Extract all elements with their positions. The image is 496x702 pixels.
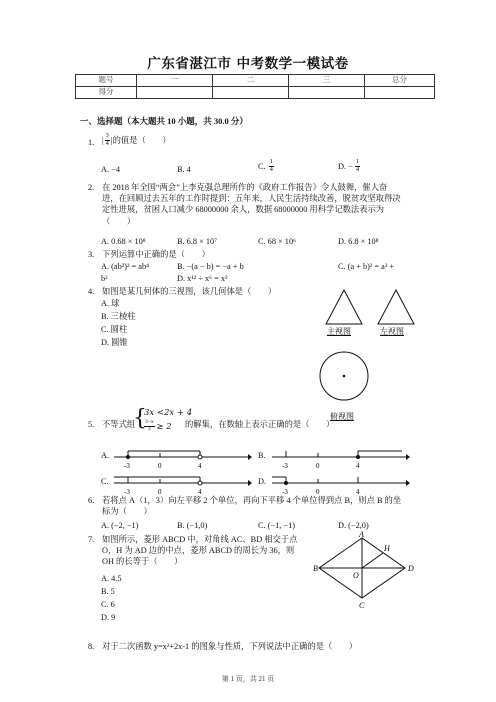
q6-option-c: C. (−1, −1)	[258, 521, 296, 530]
q5-option-d: D.	[258, 477, 267, 486]
axis-arrow	[406, 454, 410, 460]
q5-option-c: C.	[101, 477, 109, 486]
tick-label: 4	[198, 488, 202, 496]
q1-c-den: 4	[269, 165, 273, 173]
q3-option-b: B. −(a − b) = −a + b	[177, 262, 244, 271]
q5-option-a: A.	[101, 451, 110, 460]
q3-option-c: C. (a + b)² = a² +	[338, 262, 395, 271]
top-view-label: 俯视图	[330, 412, 354, 421]
axis-arrow	[248, 480, 252, 486]
point-label-a: A	[359, 530, 364, 539]
q6-option-d: D. (−2,0)	[338, 521, 369, 530]
point-label-b: B	[313, 564, 318, 573]
q3-number: 3.	[88, 250, 95, 259]
q3-option-d: D. x¹² ÷ x⁶ = x²	[177, 274, 228, 283]
q5-ineq2	[144, 420, 171, 433]
q1-c-fraction	[269, 159, 274, 174]
endpoint-open	[198, 455, 202, 459]
q1-option-a: A. −4	[101, 165, 120, 174]
axis-arrow	[406, 480, 410, 486]
q1-option-b: B. 4	[177, 165, 191, 174]
q5-number: 5.	[88, 420, 95, 429]
q2-line: 进，在回顾过去五年的工作时提到：五年来，人民生活持续改善，脱贫攻坚取得决	[102, 194, 401, 204]
q2-line: 定性进展，贫困人口减少 68000000 余人，数据 68000000 用科学记数法表示为	[102, 205, 385, 215]
rhombus-figure	[315, 530, 425, 612]
endpoint-filled	[284, 481, 288, 485]
score-row-label: 得分	[76, 87, 137, 99]
q1-option-c	[258, 159, 274, 174]
q1-d-label: D. −	[338, 161, 353, 171]
tick-label: -3	[124, 462, 130, 470]
q4-option-c: C. 圆柱	[101, 325, 128, 334]
point-label-d: D	[408, 564, 414, 573]
point-label-h: H	[384, 544, 390, 553]
q4-option-d: D. 圆锥	[101, 338, 128, 347]
q1-d-fraction	[355, 159, 360, 174]
q5-ineq2-num: 3−x	[145, 419, 154, 425]
score-header-cell: 总分	[365, 75, 435, 87]
page-title: 广东省湛江市 中考数学一模试卷	[147, 56, 349, 72]
score-cell	[365, 87, 435, 99]
tick-label: 0	[316, 462, 320, 470]
segment-oh	[362, 553, 383, 568]
q1-fraction	[105, 133, 110, 148]
q6-option-a: A. (−2, −1)	[101, 521, 139, 530]
number-line-a	[112, 446, 252, 470]
tick-label: -3	[282, 488, 288, 496]
q7-line: 如图所示，菱形 ABCD 中，对角线 AC、BD 相交于点	[102, 535, 298, 544]
q7-stem	[102, 534, 322, 568]
score-header-cell: 二	[213, 75, 289, 87]
endpoint-filled	[356, 455, 360, 459]
q1-c-label: C.	[258, 161, 266, 171]
q7-line: O，H 为 AD 边的中点，菱形 ABCD 的周长为 36，则	[102, 546, 295, 556]
score-cell	[213, 87, 289, 99]
front-view-label: 主视图	[327, 327, 351, 336]
section-heading: 一、选择题（本大题共 10 小题，共 30.0 分）	[80, 116, 248, 126]
q5-post: 的解集，在数轴上表示正确的是（ ）	[185, 420, 335, 429]
q5-option-b: B.	[258, 451, 266, 460]
axis-arrow	[248, 454, 252, 460]
q1-frac-num: 3	[105, 132, 109, 139]
point-label-c: C	[359, 601, 365, 610]
tick-label: 0	[158, 488, 162, 496]
q3-stem: 下列运算中正确的是（ ）	[102, 250, 210, 259]
q1-number: 1.	[88, 138, 95, 147]
q1-c-num: 1	[269, 158, 273, 165]
tick-label: 4	[356, 462, 360, 470]
q2-option-a: A. 0.68 × 10⁸	[101, 237, 146, 246]
tick-label: 0	[316, 488, 320, 496]
three-view-figure	[300, 286, 430, 416]
q5-pre: 不等式组	[102, 420, 136, 429]
tick-label: 4	[356, 488, 360, 496]
q2-line: 在 2018 年全国“两会”上李克强总理所作的《政府工作报告》令人鼓舞，催人奋	[102, 183, 388, 192]
tick-label: 0	[158, 462, 162, 470]
q6-line: 标为（ ）	[102, 507, 152, 517]
q1-abs-bar: |	[102, 135, 104, 145]
q1-d-num: 1	[355, 158, 360, 165]
q7-line: OH 的长等于（ ）	[102, 557, 183, 567]
number-line-b	[270, 446, 410, 470]
score-cell	[289, 87, 365, 99]
q1-post: |的值是（ ）	[110, 135, 171, 145]
q7-option-d: D. 9	[101, 613, 116, 622]
front-view-triangle	[326, 290, 362, 324]
left-view-triangle	[378, 290, 414, 324]
q5-ineq2-den: 3	[147, 425, 151, 432]
q7-number: 7.	[88, 535, 95, 544]
q6-option-b: B. (−1,0)	[177, 521, 208, 530]
endpoint-filled	[126, 455, 130, 459]
page-footer: 第 1 页，共 21 页	[221, 675, 275, 683]
q8-number: 8.	[88, 642, 95, 651]
q4-option-a: A. 球	[101, 299, 120, 308]
q6-number: 6.	[88, 496, 95, 505]
q2-option-c: C. 68 × 10⁶	[258, 237, 296, 246]
q1-frac-den: 4	[105, 139, 109, 147]
q2-stem	[102, 182, 432, 227]
top-view-center-dot	[343, 375, 346, 378]
q2-line: （ ）	[102, 216, 136, 226]
score-table	[75, 74, 435, 99]
q7-option-c: C. 6	[101, 600, 115, 609]
q3-option-a: A. (ab²)² = ab⁴	[101, 262, 150, 271]
q6-stem	[102, 495, 432, 517]
number-line-d	[270, 472, 410, 496]
tick-label: 4	[198, 462, 202, 470]
score-header-cell: 三	[289, 75, 365, 87]
q5-ineq2-fraction	[144, 420, 155, 433]
q7-option-b: B. 5	[101, 587, 115, 596]
left-view-label: 左视图	[380, 327, 404, 336]
q1-d-den: 4	[355, 165, 360, 173]
q4-option-b: B. 三棱柱	[101, 312, 136, 321]
q5-brace: {	[133, 406, 147, 431]
point-label-o: O	[353, 571, 359, 580]
q7-option-a: A. 4.5	[101, 574, 122, 583]
q3-option-c-cont: b²	[101, 274, 108, 283]
score-cell	[137, 87, 213, 99]
q4-number: 4.	[88, 287, 95, 296]
score-header-cell: 题号	[76, 75, 137, 87]
number-line-c	[112, 472, 252, 496]
q6-line: 若将点 A（1，3）向左平移 2 个单位，再向下平移 4 个单位得到点 B，则点 B 的坐	[102, 496, 402, 505]
q4-stem: 如图是某几何体的三视图，该几何体是（ ）	[102, 287, 277, 296]
q2-number: 2.	[88, 183, 95, 192]
q5-ineq1: 3x <2x + 4	[144, 408, 193, 418]
tick-label: -3	[124, 488, 130, 496]
q5-ineq2-rest: ≥ 2	[156, 420, 172, 431]
q2-option-b: B. 6.8 × 10⁷	[177, 237, 218, 246]
q8-stem: 对于二次函数 y=x²+2x-1 的图象与性质，下列说法中正确的是（ ）	[102, 642, 358, 651]
endpoint-open	[198, 481, 202, 485]
q1-option-d	[338, 159, 360, 174]
score-header-cell: 一	[137, 75, 213, 87]
q1-stem	[102, 133, 171, 148]
tick-label: -3	[282, 462, 288, 470]
q2-option-d: D. 6.8 × 10⁸	[338, 237, 379, 246]
